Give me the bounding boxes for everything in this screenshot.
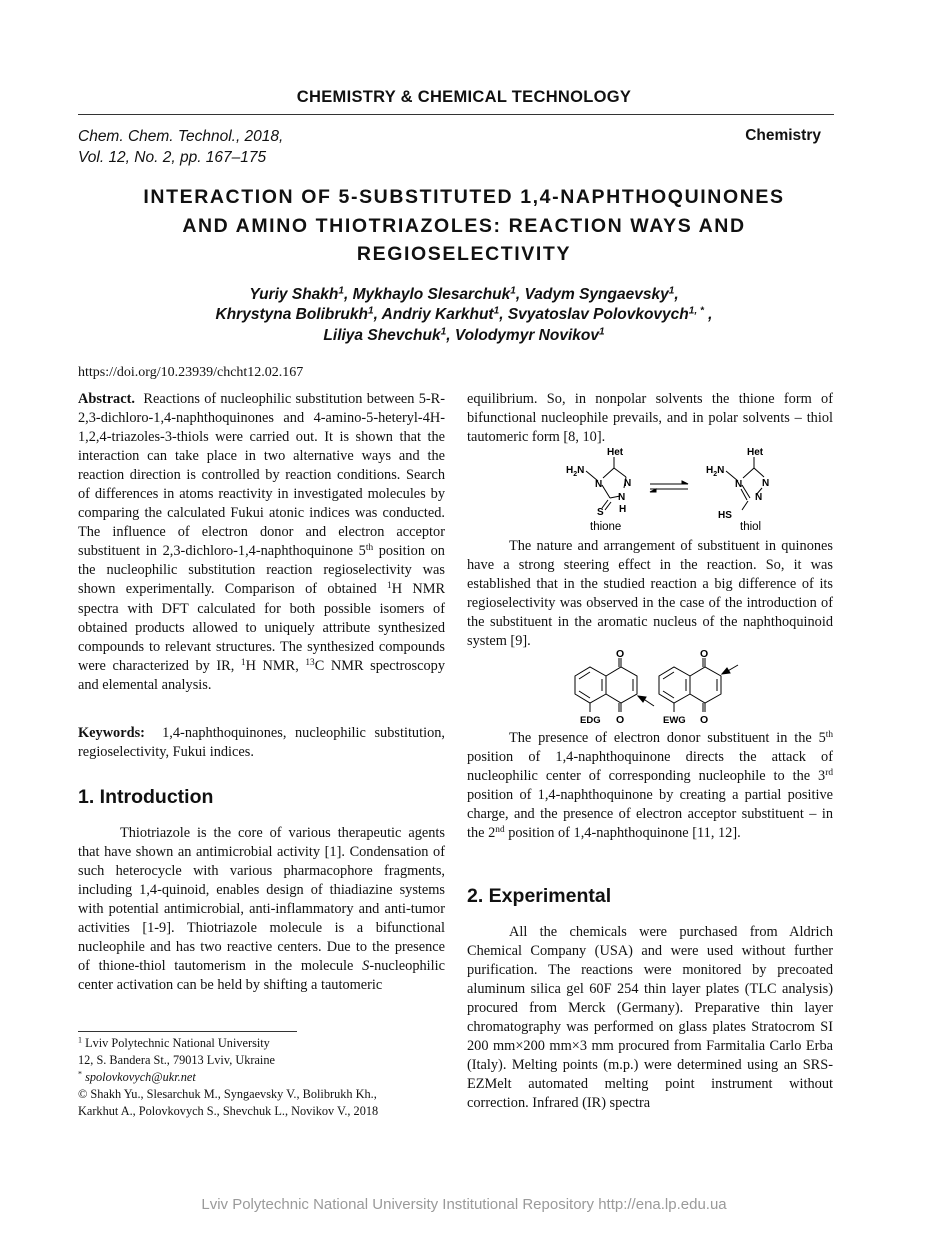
author-separator: ,	[499, 306, 508, 324]
abstract-text: Reactions of nucleophilic substitution between 5-R-2,3-dichloro-1,4-naphthoquinones and 4-amino-5-heteryl-4H-1,2,4-triazoles-3-thiols were carried out. It is shown that the interaction can take place in two alternative ways and the reaction direction is controlled by reaction conditions. Search of differences in atoms reactivity in investigated molecules by comparing the calculated Fukui atonic indices was conducted. The influence of electron donor and electron acceptor substituent in 2,3-dichloro-1,4-naphthoquinone 5	[78, 391, 445, 560]
thiol-label: thiol	[740, 521, 762, 533]
thione-label: thione	[590, 521, 622, 533]
thiol-sh: HS	[718, 510, 732, 521]
author-affiliation-sup: 1	[440, 326, 447, 338]
oxygen-label: O	[700, 714, 709, 726]
author-affiliation-sup: 1	[493, 305, 500, 317]
author-line	[60, 285, 868, 305]
keywords-text: 1,4-naphthoquinones, nucleophilic substitution, regioselectivity, Fukui indices.	[78, 725, 446, 761]
author-separator: ,	[515, 286, 525, 303]
ring-n: N	[755, 492, 763, 503]
author-name: Khrystyna Bolibrukh	[215, 306, 368, 324]
abstract-text: H NMR,	[245, 657, 306, 674]
header-divider	[78, 114, 834, 115]
author-affiliation-sup: 1	[668, 285, 675, 297]
author-name: Andriy Karkhut	[381, 306, 494, 324]
abstract-text: position on the nucleophilic substitution reaction regioselectivity was shown experimentally. Comparison of obtained	[78, 543, 445, 598]
author-separator: ,	[674, 286, 679, 303]
superscript: 1	[240, 657, 246, 668]
author-name: Vadym Syngaevsky	[524, 286, 669, 303]
superscript: rd	[825, 767, 833, 778]
author-list	[60, 285, 868, 346]
article-title	[60, 183, 868, 269]
oxygen-label: O	[616, 714, 625, 726]
het-label: Het	[607, 447, 624, 458]
title-line-3: REGIOSELECTIVITY	[356, 243, 572, 265]
author-affiliation-sup: 1	[598, 326, 605, 338]
oxygen-label: O	[616, 648, 625, 660]
paragraph-text: position of 1,4-naphthoquinone by creating a partial positive charge, and the presence of electron acceptor substituent – in the 2	[467, 787, 833, 842]
section-tag: Chemistry	[745, 127, 821, 144]
author-separator: ,	[343, 286, 353, 303]
copyright-line-1: © Shakh Yu., Slesarchuk M., Syngaevsky V., Bolibrukh Kh.,	[78, 1087, 377, 1101]
author-separator: ,	[446, 326, 455, 344]
ring-n: N	[762, 478, 770, 489]
introduction-heading: 1. Introduction	[78, 786, 214, 808]
repository-footer: Lviv Polytechnic National University Institutional Repository http://ena.lp.edu.ua	[201, 1196, 727, 1213]
keywords-paragraph	[78, 724, 445, 762]
author-name: Liliya Shevchuk	[323, 326, 441, 344]
address: 12, S. Bandera St., 79013 Lviv, Ukraine	[78, 1053, 275, 1067]
ring-n: N	[618, 492, 626, 503]
edg-label: EDG	[580, 715, 601, 726]
paragraph-text: The nature and arrangement of substituent in quinones have a strong steering effect in the reaction. So, it was established that in the studied reaction a big difference of its regioselectivity was observed in the case of the introduction of the substituent in the aromatic nucleus of the naphthoquinoid system [9].	[467, 538, 833, 650]
continuation-text: equilibrium. So, in nonpolar solvents the thione form of bifunctional nucleophile prevails, and in polar solvents – thiol tautomeric form [8, 10].	[467, 391, 833, 446]
het-label: Het	[747, 447, 764, 458]
author-affiliation-sup: 1, *	[688, 305, 704, 317]
superscript: 1	[387, 581, 392, 592]
experimental-paragraph	[467, 923, 833, 1113]
footnotes	[78, 1035, 445, 1120]
abstract-text: C NMR spectroscopy and elemental analysis.	[78, 657, 445, 693]
paragraph-text: position of 1,4-naphthoquinone directs the attack of nucleophilic center of corresponding nucleophile to the 3	[467, 749, 833, 785]
journal-section-header: CHEMISTRY & CHEMICAL TECHNOLOGY	[296, 88, 632, 106]
title-line-1: INTERACTION OF 5-SUBSTITUTED 1,4-NAPHTHOQUINONES	[143, 186, 785, 208]
right-paragraph-3	[467, 729, 833, 843]
abstract-label: Abstract.	[78, 391, 135, 407]
ewg-label: EWG	[663, 715, 686, 726]
doi-link[interactable]: https://doi.org/10.23939/chcht12.02.167	[78, 365, 304, 380]
thione-s: S	[597, 507, 604, 518]
amino-label: $H_2N$	[706, 465, 725, 478]
title-line-2: AND AMINO THIOTRIAZOLES: REACTION WAYS AND	[182, 214, 746, 237]
amino-label: $H_2N$	[566, 465, 585, 478]
introduction-text: -nucleophilic center activation can be held by shifting a tautomeric	[78, 958, 445, 994]
experimental-text: All the chemicals were purchased from Aldrich Chemical Company (USA) and were used without further purification. The reactions were monitored by precoated aluminum silica gel 60F 254 thin layer plates (TLC analysis) procured from Merck (Germany). Preparative thin layer chromatography was performed on glass plates Stratocrom SI 200 mm×200 mm×3 mm procured from Farmitalia Carlo Erba (Italy). Melting points (m.p.) were determined using an SRS-EZMelt automated melting point instrument without correction. Infrared (IR) spectra	[467, 924, 833, 1112]
ring-n: N	[735, 479, 743, 490]
author-affiliation-sup: 1	[510, 285, 516, 297]
superscript: nd	[495, 825, 505, 836]
author-separator: ,	[373, 306, 382, 324]
italic-s: S	[362, 958, 370, 975]
copyright-line-2: Karkhut A., Polovkovych S., Shevchuk L., Novikov V., 2018	[78, 1104, 379, 1118]
right-column-continuation	[467, 390, 833, 447]
ring-h: H	[619, 504, 627, 515]
introduction-text: Thiotriazole is the core of various therapeutic agents that have shown an antimicrobial activity [1]. Condensation of such heterocycle with various pharmacophore fragments, including 1,4-quinoid, enables design of thiadiazine systems with potential antimicrobial, anti-inflammatory and anti-tumor activities [1-9]. Thiotriazole molecule is a bifunctional nucleophile and has two reactive centers. Due to the presence of thione-thiol tautomerism in the molecule	[78, 825, 445, 975]
experimental-heading: 2. Experimental	[467, 885, 612, 907]
abstract-paragraph	[78, 390, 445, 695]
citation-line-1: Chem. Chem. Technol., 2018,	[78, 128, 284, 145]
author-name: Volodymyr Novikov	[454, 326, 599, 344]
footnote-sup: 1	[78, 1035, 82, 1045]
citation-block	[78, 126, 283, 168]
affiliation: Lviv Polytechnic National University	[82, 1036, 270, 1050]
author-separator: ,	[703, 306, 713, 324]
paragraph-text: The presence of electron donor substituent in the 5	[509, 730, 826, 746]
tautomerism-scheme	[560, 444, 810, 536]
superscript: th	[365, 543, 374, 554]
ring-n: N	[595, 479, 603, 490]
oxygen-label: O	[700, 648, 709, 660]
right-paragraph-2	[467, 537, 833, 651]
naphthoquinone-scheme	[566, 646, 746, 728]
author-affiliation-sup: 1	[367, 305, 374, 317]
footnote-sup: *	[78, 1069, 82, 1079]
author-line	[60, 326, 868, 346]
superscript: 13	[305, 657, 315, 668]
author-line	[60, 305, 868, 325]
keywords-label: Keywords:	[78, 725, 145, 741]
author-name: Yuriy Shakh	[249, 286, 339, 303]
author-name: Svyatoslav Polovkovych	[507, 306, 689, 324]
author-affiliation-sup: 1	[338, 285, 344, 297]
introduction-paragraph	[78, 824, 445, 995]
abstract-text: H NMR spectra with DFT calculated for both possible isomers of obtained products allowed to uniquely attribute synthesized compounds to relevant structures. The synthesized compounds were characterized by IR,	[78, 581, 446, 674]
ring-n: N	[624, 478, 632, 489]
footnote-divider	[78, 1031, 297, 1032]
paragraph-text: position of 1,4-naphthoquinone [11, 12].	[504, 825, 741, 842]
corresponding-email[interactable]: spolovkovych@ukr.net	[85, 1070, 196, 1084]
citation-line-2: Vol. 12, No. 2, pp. 167–175	[78, 149, 267, 166]
author-name: Mykhaylo Slesarchuk	[352, 286, 511, 303]
superscript: th	[825, 729, 833, 740]
